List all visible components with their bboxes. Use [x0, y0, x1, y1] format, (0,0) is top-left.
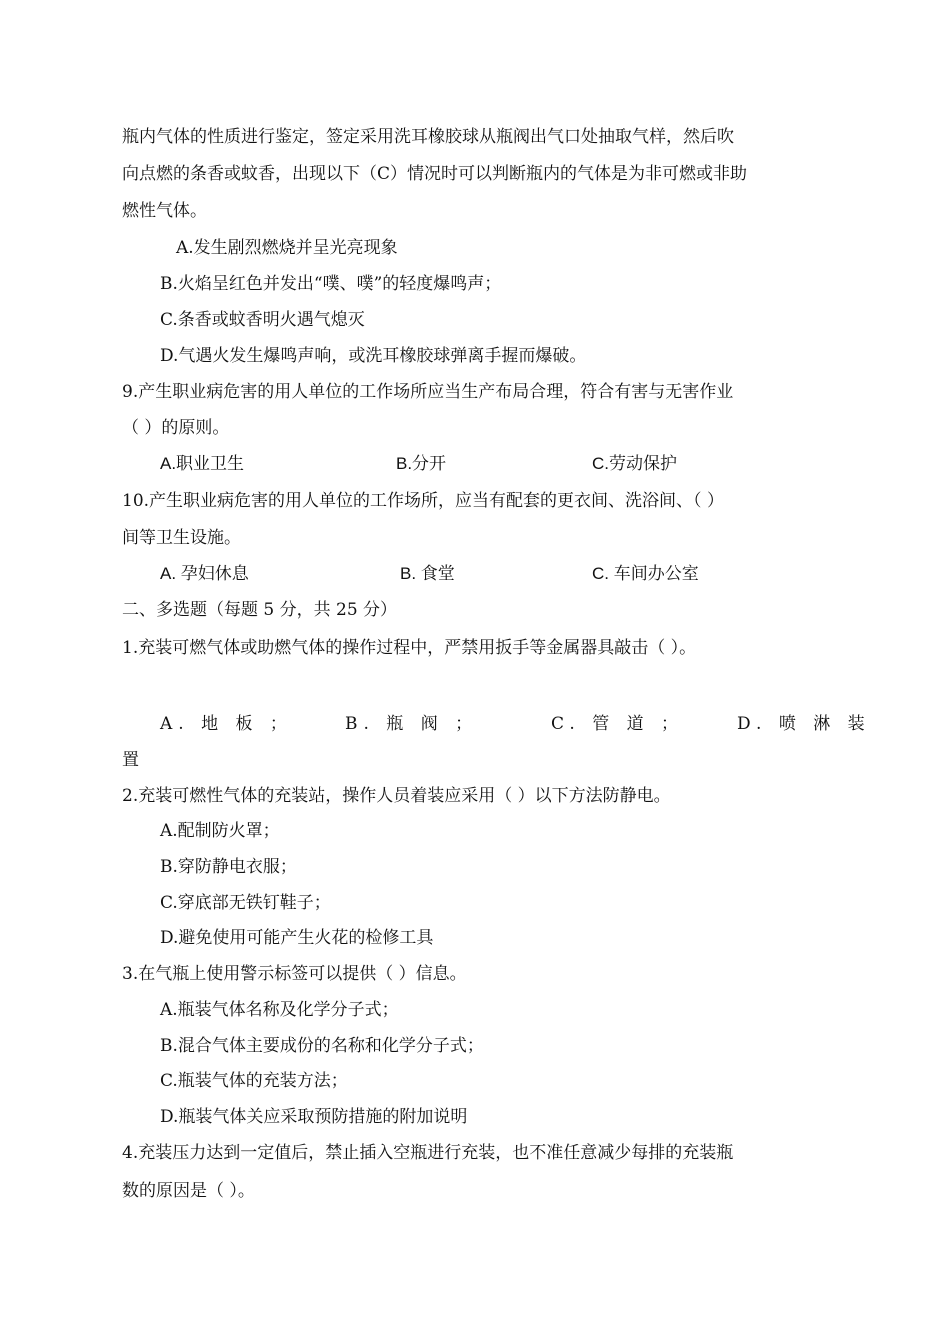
option-a: A. 孕妇休息	[160, 564, 249, 583]
question-9-cont: （ ）的原则。	[122, 418, 230, 438]
option-a: A. 地 板 ；	[160, 714, 293, 734]
question-10: 10.产生职业病危害的用人单位的工作场所，应当有配套的更衣间、洗浴间、（ ）	[122, 491, 724, 511]
option-a: A.配制防火罩；	[160, 821, 280, 841]
option-b: B. 食堂	[400, 564, 455, 583]
option-b: B.分开	[396, 454, 447, 473]
option-c: C.条香或蚊香明火遇气熄灭	[160, 310, 365, 330]
option-d: D.瓶装气体关应采取预防措施的附加说明	[160, 1107, 468, 1127]
option-d: D. 喷 淋 装	[737, 714, 871, 734]
section-heading: 二、多选题（每题 5 分，共 25 分）	[122, 600, 398, 620]
question-text: 燃性气体。	[122, 201, 207, 221]
option-c: C. 管 道 ；	[551, 714, 685, 734]
option-a: A.瓶装气体名称及化学分子式；	[160, 1000, 399, 1020]
option-d-wrap: 置	[122, 750, 139, 770]
option-d: D.气遇火发生爆鸣声响，或洗耳橡胶球弹离手握而爆破。	[160, 346, 587, 366]
multi-question-3: 3.在气瓶上使用警示标签可以提供（ ）信息。	[122, 964, 467, 984]
option-b: B. 瓶 阀 ；	[345, 714, 479, 734]
option-b: B.穿防静电衣服；	[160, 857, 297, 877]
option-b: B.火焰呈红色并发出“噗、噗”的轻度爆鸣声；	[160, 274, 502, 294]
question-text: 向点燃的条香或蚊香，出现以下（C）情况时可以判断瓶内的气体是为非可燃或非助	[122, 164, 748, 184]
multi-question-1: 1.充装可燃气体或助燃气体的操作过程中，严禁用扳手等金属器具敲击（ ）。	[122, 638, 697, 658]
multi-question-4-cont: 数的原因是（ ）。	[122, 1181, 255, 1201]
multi-question-4: 4.充装压力达到一定值后，禁止插入空瓶进行充装，也不准任意减少每排的充装瓶	[122, 1143, 734, 1163]
question-10-cont: 间等卫生设施。	[122, 528, 241, 548]
option-b: B.混合气体主要成份的名称和化学分子式；	[160, 1036, 484, 1056]
option-d: D.避免使用可能产生火花的检修工具	[160, 928, 434, 948]
option-a: A.发生剧烈燃烧并呈光亮现象	[176, 238, 398, 258]
option-c: C.劳动保护	[592, 454, 677, 473]
option-c: C. 车间办公室	[592, 564, 699, 583]
option-a: A.职业卫生	[160, 454, 245, 473]
option-c: C.瓶装气体的充装方法；	[160, 1071, 348, 1091]
question-text: 瓶内气体的性质进行鉴定，签定采用洗耳橡胶球从瓶阀出气口处抽取气样，然后吹	[122, 127, 734, 147]
question-9: 9.产生职业病危害的用人单位的工作场所应当生产布局合理，符合有害与无害作业	[122, 382, 734, 402]
option-c: C.穿底部无铁钉鞋子；	[160, 893, 331, 913]
multi-question-2: 2.充装可燃性气体的充装站，操作人员着装应采用（ ）以下方法防静电。	[122, 786, 671, 806]
